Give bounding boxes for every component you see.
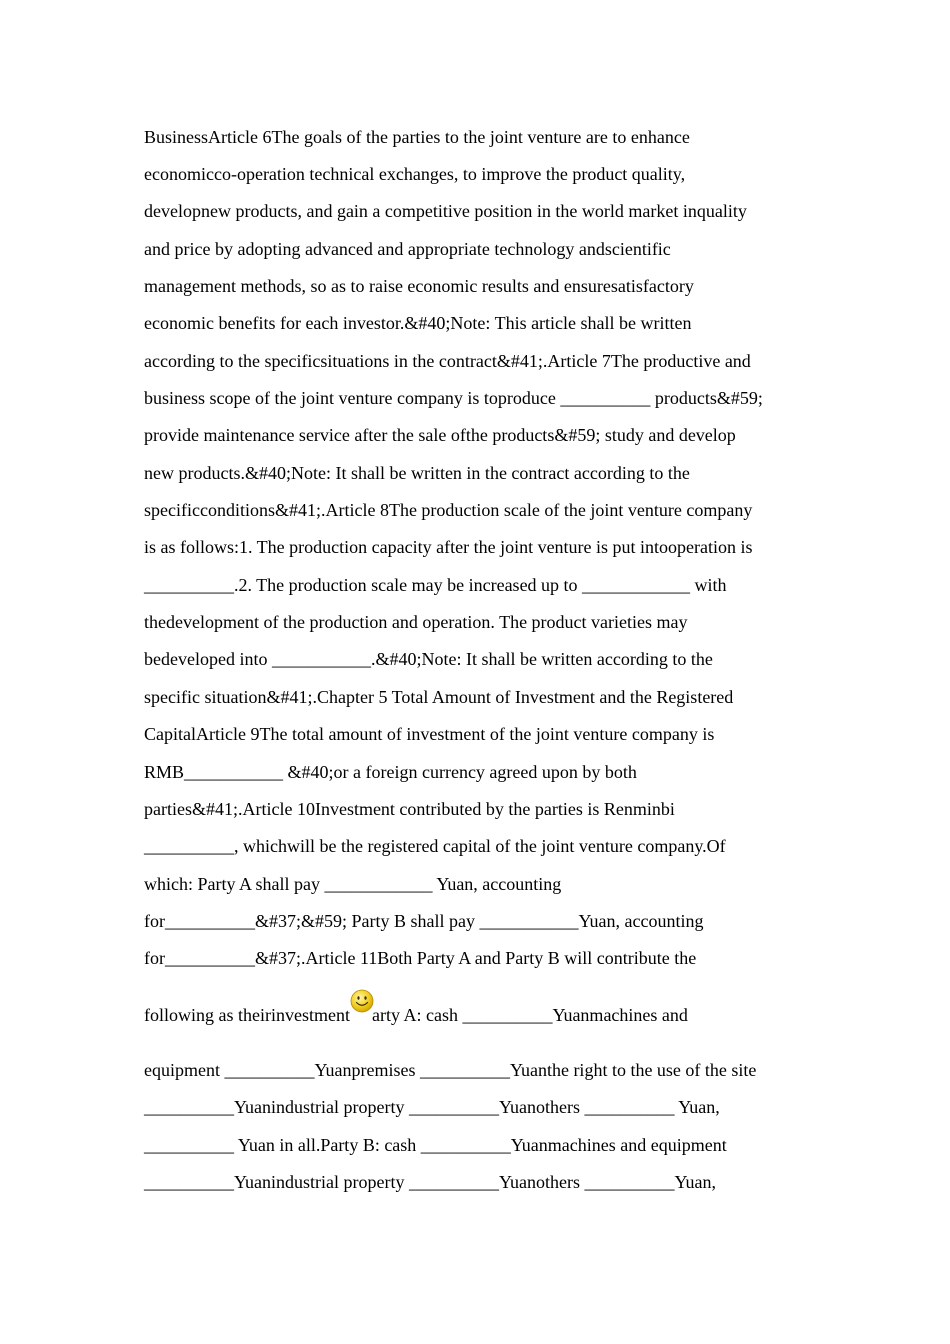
body-text-line-9: provide maintenance service after the sale ofthe products&#59; study and develop bbox=[144, 425, 736, 445]
body-text-line-24 bbox=[144, 1001, 688, 1026]
body-text-line-15: bedeveloped into ___________.&#40;Note: It shall be written according to the bbox=[144, 649, 713, 669]
body-text-line-13: __________.2. The production scale may be increased up to ____________ with bbox=[144, 575, 727, 595]
body-text-line-20: __________, whichwill be the registered capital of the joint venture company.Of bbox=[144, 836, 726, 856]
body-text-line-1: BusinessArticle 6The goals of the parties to the joint venture are to enhance bbox=[144, 127, 690, 147]
body-text-line-11: specificconditions&#41;.Article 8The production scale of the joint venture company bbox=[144, 500, 753, 520]
body-text-line-4: and price by adopting advanced and appropriate technology andscientific bbox=[144, 239, 671, 259]
body-text-line-17: CapitalArticle 9The total amount of investment of the joint venture company is bbox=[144, 724, 715, 744]
body-text-line-18: RMB___________ &#40;or a foreign currency agreed upon by both bbox=[144, 762, 637, 782]
body-text-line-21: which: Party A shall pay ____________ Yuan, accounting bbox=[144, 874, 562, 894]
body-text-line-3: developnew products, and gain a competitive position in the world market inquality bbox=[144, 201, 747, 221]
body-text-line-5: management methods, so as to raise economic results and ensuresatisfactory bbox=[144, 276, 694, 296]
body-text-line-16: specific situation&#41;.Chapter 5 Total Amount of Investment and the Registered bbox=[144, 687, 734, 707]
body-text-line-8: business scope of the joint venture company is toproduce __________ products&#59; bbox=[144, 388, 763, 408]
body-text-line-2: economicco-operation technical exchanges, to improve the product quality, bbox=[144, 164, 686, 184]
body-text-line-10: new products.&#40;Note: It shall be written in the contract according to the bbox=[144, 463, 690, 483]
body-text-line-27: __________ Yuan in all.Party B: cash __________Yuanmachines and equipment bbox=[144, 1135, 727, 1155]
body-text-line-7: according to the specificsituations in the contract&#41;.Article 7The productive and bbox=[144, 351, 751, 371]
body-text-line-19: parties&#41;.Article 10Investment contributed by the parties is Renminbi bbox=[144, 799, 675, 819]
body-text-line-12: is as follows:1. The production capacity after the joint venture is put intooperation is bbox=[144, 537, 753, 557]
body-text-line-26: __________Yuanindustrial property __________Yuanothers __________ Yuan, bbox=[144, 1097, 720, 1117]
smiley-face-svg bbox=[350, 989, 374, 1013]
body-text-line-28: __________Yuanindustrial property __________Yuanothers __________Yuan, bbox=[144, 1172, 716, 1192]
body-text-line-25: equipment __________Yuanpremises __________Yuanthe right to the use of the site bbox=[144, 1060, 757, 1080]
body-text-line-22: for__________&#37;&#59; Party B shall pay ___________Yuan, accounting bbox=[144, 911, 704, 931]
body-text-line-6: economic benefits for each investor.&#40;Note: This article shall be written bbox=[144, 313, 692, 333]
line-text-after-smiley: arty A: cash __________Yuanmachines and bbox=[371, 1005, 688, 1025]
smiley-face-icon bbox=[350, 1001, 372, 1023]
line-text-before-smiley: following as theirinvestment bbox=[144, 1005, 350, 1025]
body-text-line-23: for__________&#37;.Article 11Both Party A and Party B will contribute the bbox=[144, 948, 697, 968]
body-text-line-14: thedevelopment of the production and operation. The product varieties may bbox=[144, 612, 688, 632]
